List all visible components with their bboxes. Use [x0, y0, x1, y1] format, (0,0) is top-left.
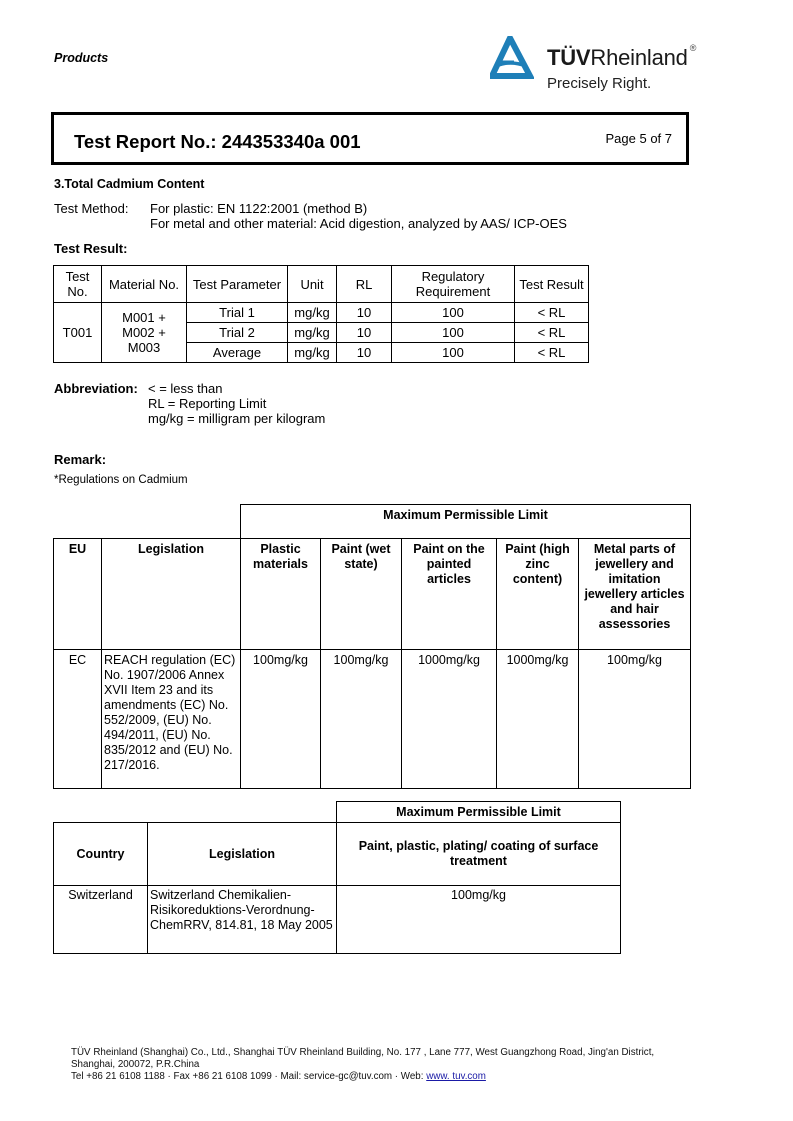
limit-cell: 100mg/kg — [337, 886, 621, 954]
material-no-cell: M001 + M002 + M003 — [102, 303, 187, 363]
table-row — [54, 650, 691, 789]
footer-contact: Tel +86 21 6108 1188 · Fax +86 21 6108 1099 · Mail: service-gc@tuv.com · Web: www. tuv.com — [71, 1071, 486, 1082]
col-header: Paint on the painted articles — [402, 539, 497, 650]
col-header: Legislation — [102, 539, 241, 650]
unit-cell: mg/kg — [288, 343, 337, 363]
regulations-title: *Regulations on Cadmium — [54, 474, 188, 486]
test-result-table — [53, 265, 589, 363]
col-header: Legislation — [148, 823, 337, 886]
col-header: Test Parameter — [187, 266, 288, 303]
test-result-label: Test Result: — [54, 241, 128, 256]
group-header: Maximum Permissible Limit — [241, 505, 691, 539]
region-cell: EC — [54, 650, 102, 789]
country-cell: Switzerland — [54, 886, 148, 954]
requirement-cell: 100 — [392, 303, 515, 323]
abbreviation-line: < = less than — [148, 381, 223, 396]
col-header: Paint (wet state) — [321, 539, 402, 650]
limit-cell: 100mg/kg — [321, 650, 402, 789]
group-header-row — [54, 802, 621, 823]
report-header-box — [51, 112, 689, 165]
switzerland-regulation-table — [53, 801, 621, 954]
requirement-cell: 100 — [392, 323, 515, 343]
unit-cell: mg/kg — [288, 303, 337, 323]
col-header: Test Result — [515, 266, 589, 303]
triangle-logo-icon — [490, 36, 534, 80]
website-link[interactable]: www. tuv.com — [426, 1071, 486, 1082]
abbreviation-line: mg/kg = milligram per kilogram — [148, 411, 326, 426]
section-label: Products — [54, 51, 109, 65]
col-header: Regulatory Requirement — [392, 266, 515, 303]
section-title: 3.Total Cadmium Content — [54, 177, 205, 191]
col-header: Unit — [288, 266, 337, 303]
col-header: Material No. — [102, 266, 187, 303]
col-header: Plastic materials — [241, 539, 321, 650]
limit-cell: 100mg/kg — [579, 650, 691, 789]
report-title: Test Report No.: 244353340a 001 — [74, 131, 361, 152]
footer-address: TÜV Rheinland (Shanghai) Co., Ltd., Shanghai TÜV Rheinland Building, No. 177 , Lane 777, West Guangzhong Road, Jing'an District, — [71, 1047, 655, 1058]
col-header: RL — [337, 266, 392, 303]
table-header-row — [54, 823, 621, 886]
eu-regulation-table — [53, 504, 691, 789]
parameter-cell: Average — [187, 343, 288, 363]
table-header-row — [54, 266, 589, 303]
limit-cell: 1000mg/kg — [402, 650, 497, 789]
col-header: Country — [54, 823, 148, 886]
footer — [71, 1047, 654, 1083]
col-header: Paint (high zinc content) — [497, 539, 579, 650]
requirement-cell: 100 — [392, 343, 515, 363]
rl-cell: 10 — [337, 303, 392, 323]
test-method-label: Test Method: — [54, 201, 129, 216]
col-header: Test No. — [54, 266, 102, 303]
abbreviation-line: RL = Reporting Limit — [148, 396, 267, 411]
result-cell: < RL — [515, 323, 589, 343]
parameter-cell: Trial 1 — [187, 303, 288, 323]
col-header: Metal parts of jewellery and imitation jewellery articles and hair assessories — [579, 539, 691, 650]
table-row — [54, 886, 621, 954]
brand-tagline: Precisely Right. — [547, 75, 652, 92]
limit-cell: 100mg/kg — [241, 650, 321, 789]
legislation-cell: REACH regulation (EC) No. 1907/2006 Annex XVII Item 23 and its amendments (EC) No. 552/2009, (EU) No. 494/2011, (EU) No. 835/2012 and (EU) No. 217/2016. — [102, 650, 241, 789]
limit-cell: 1000mg/kg — [497, 650, 579, 789]
unit-cell: mg/kg — [288, 323, 337, 343]
group-header-row — [54, 505, 691, 539]
parameter-cell: Trial 2 — [187, 323, 288, 343]
result-cell: < RL — [515, 343, 589, 363]
legislation-cell: Switzerland Chemikalien-Risikoreduktions-Verordnung-ChemRRV, 814.81, 18 May 2005 — [148, 886, 337, 954]
footer-address: Shanghai, 200072, P.R.China — [71, 1059, 200, 1070]
col-header: EU — [54, 539, 102, 650]
tuv-logo — [490, 33, 730, 99]
page-number: Page 5 of 7 — [605, 131, 672, 146]
test-method-line: For plastic: EN 1122:2001 (method B) — [150, 201, 368, 216]
brand-name: TÜVRheinland ® — [547, 43, 697, 70]
test-method-line: For metal and other material: Acid digestion, analyzed by AAS/ ICP-OES — [150, 216, 567, 231]
table-header-row — [54, 539, 691, 650]
test-no-cell: T001 — [54, 303, 102, 363]
result-cell: < RL — [515, 303, 589, 323]
remark-label: Remark: — [54, 452, 107, 467]
group-header: Maximum Permissible Limit — [337, 802, 621, 823]
abbreviation-label: Abbreviation: — [54, 381, 138, 396]
table-row — [54, 303, 589, 323]
col-header: Paint, plastic, plating/ coating of surface treatment — [337, 823, 621, 886]
rl-cell: 10 — [337, 343, 392, 363]
rl-cell: 10 — [337, 323, 392, 343]
